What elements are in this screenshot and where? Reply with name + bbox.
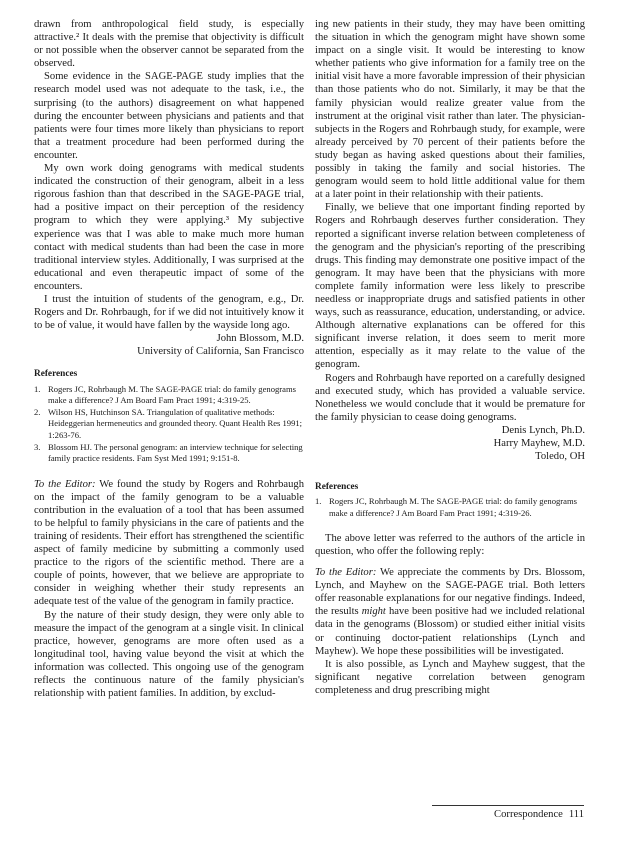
paragraph: Rogers and Rohrbaugh have reported on a carefully designed and executed study, which has provided a valuable service. Nonetheless we would conclude that it would be premature for the family physician to cease doing genograms. — [315, 372, 585, 423]
page-number: 111 — [568, 809, 584, 820]
salutation: To the Editor: — [34, 478, 96, 490]
paragraph: Some evidence in the SAGE-PAGE study implies that the research model used was not adequate to the task, i.e., the surprising (to the authors) disagreement on what happened during the encounter between physicians and patients and that patients were four times more likely than physicians to report that a treatment procedure had been performed during the encounter. — [34, 71, 304, 161]
paragraph: ing new patients in their study, they may have been omitting the situation in which the genogram might have shown some impact on a single visit. It would be interesting to know whether patients who give information for a family tree on the initial visit have a more favorable impression of their physician than those patients who do not. Similarly, it may be that the family physician would realize greater value from the instrument at the original visit rather than later. The physician-subjects in the Rogers and Rohrbaugh study, for example, were already perceived by 70 percent of their patients before the study began as having asked questions about their families, possibly in taking the family and social histories. The genogram would seem to hold little additional value for them at a later point in their relationship with their patients. — [315, 19, 585, 201]
reference-list — [315, 496, 585, 519]
signature-name: Harry Mayhew, M.D. — [493, 438, 585, 449]
paragraph: It is also possible, as Lynch and Mayhew suggest, that the significant negative correlation between genogram completeness and drug prescribing might — [315, 658, 585, 696]
signature-name: Denis Lynch, Ph.D. — [501, 424, 585, 436]
paragraph: drawn from anthropological field study, is especially attractive.² It deals with the premise that objectivity is difficult or not possible when the observer cannot be separated from the observed. — [34, 19, 304, 70]
reference-item: 2. Wilson HS, Hutchinson SA. Triangulation of qualitative methods: Heideggerian hermeneutics and grounded theory. Quant Health Res 1991; 1:263-76. — [34, 407, 303, 440]
references-heading: References — [315, 482, 359, 493]
paragraph: By the nature of their study design, they were only able to measure the impact of the genogram at a single visit. In clinical practice, however, genograms are more often used as a longitudinal tool, having value beyond the visit at which the information was collected. This ongoing use of the genogram reflects the continuous nature of the family physician's relationship with patient families. In addition, by exclud- — [34, 609, 304, 700]
reference-item: 3. Blossom HJ. The personal genogram: an interview technique for selecting family practice residents. Fam Syst Med 1991; 9:151-8. — [34, 442, 303, 464]
footer-text — [488, 809, 584, 820]
signature-location: Toledo, OH — [535, 451, 585, 463]
signature-affiliation: University of California, San Francisco — [137, 346, 304, 358]
footer-rule — [432, 805, 584, 806]
right-column — [315, 18, 585, 697]
signature-name: John Blossom, M.D. — [216, 333, 304, 345]
paragraph: Finally, we believe that one important finding reported by Rogers and Rohrbaugh deserves further consideration. They reported a significant inverse relation between completeness of the genogram and the physician's reporting of the prescribing drugs. This finding may demonstrate one positive impact of the genogram. It may have been that the physicians with more complete family information were less likely to prescribe needless or inappropriate drugs and satisfied patients in other ways, such as reassurance, education, understanding, or advice. Although alternative explanations can be offered for this significant inverse relation, it does seem to merit more attention, especially as it may relate to the value of the genogram. — [315, 202, 585, 371]
letter-paragraph: To the Editor: We found the study by Rogers and Rohrbaugh on the impact of the family genogram to be a valuable contribution in the evaluation of a tool that has been assumed to be helpful to family physicians in the care of patients and the training of residents. Their effort has strengthened the scientific aspect of family medicine by submitting a commonly used practice to the rigors of the scientific method. There are a couple of points, however, that we believe are appropriate to consider in weighing whether their study represents an adequate test of the value of the genogram in family practice. — [34, 478, 305, 608]
page-footer — [0, 805, 620, 825]
reference-item: 1. Rogers JC, Rohrbaugh M. The SAGE-PAGE trial: do family genograms make a difference? J Am Board Fam Pract 1991; 4:319-26. — [315, 496, 578, 518]
reply-paragraph: To the Editor: We appreciate the comments by Drs. Blossom, Lynch, and Mayhew on the SAGE-PAGE trial. Both letters offer reasonable explanations for our negative findings. Indeed, the results might have been positive had we included relational data in the genograms (Blossom) or studied either initial visits or continuing doctor-patient relationships (Lynch and Mayhew). We hope these possibilities will be investigated. — [315, 567, 586, 657]
paragraph: I trust the intuition of students of the genogram, e.g., Dr. Rogers and Dr. Rohrbaugh, for if we did not intuitively know it to be of value, it would have fallen by the wayside long ago. — [34, 293, 304, 332]
section-name: Correspondence — [494, 809, 563, 820]
editor-note: The above letter was referred to the authors of the article in question, who offer the following reply: — [315, 532, 585, 557]
paragraph: My own work doing genograms with medical students indicated the construction of their genogram, albeit in a less rigorous fashion than that described in the SAGE-PAGE trial, had a positive impact on their perception of the residency program to which they were applying.³ My subjective experience was that I was able to make much more human contact with medical students than had been the case in more traditional interview styles. Additionally, I was surprised at the educational and even therapeutic impact of some of the encounters. — [34, 163, 304, 292]
salutation: To the Editor: — [315, 567, 377, 579]
reference-list — [34, 384, 304, 465]
left-column — [34, 18, 304, 700]
reference-item: 1. Rogers JC, Rohrbaugh M. The SAGE-PAGE trial: do family genograms make a difference? J Am Board Fam Pract 1991; 4:319-25. — [34, 383, 297, 405]
references-heading: References — [34, 369, 78, 380]
